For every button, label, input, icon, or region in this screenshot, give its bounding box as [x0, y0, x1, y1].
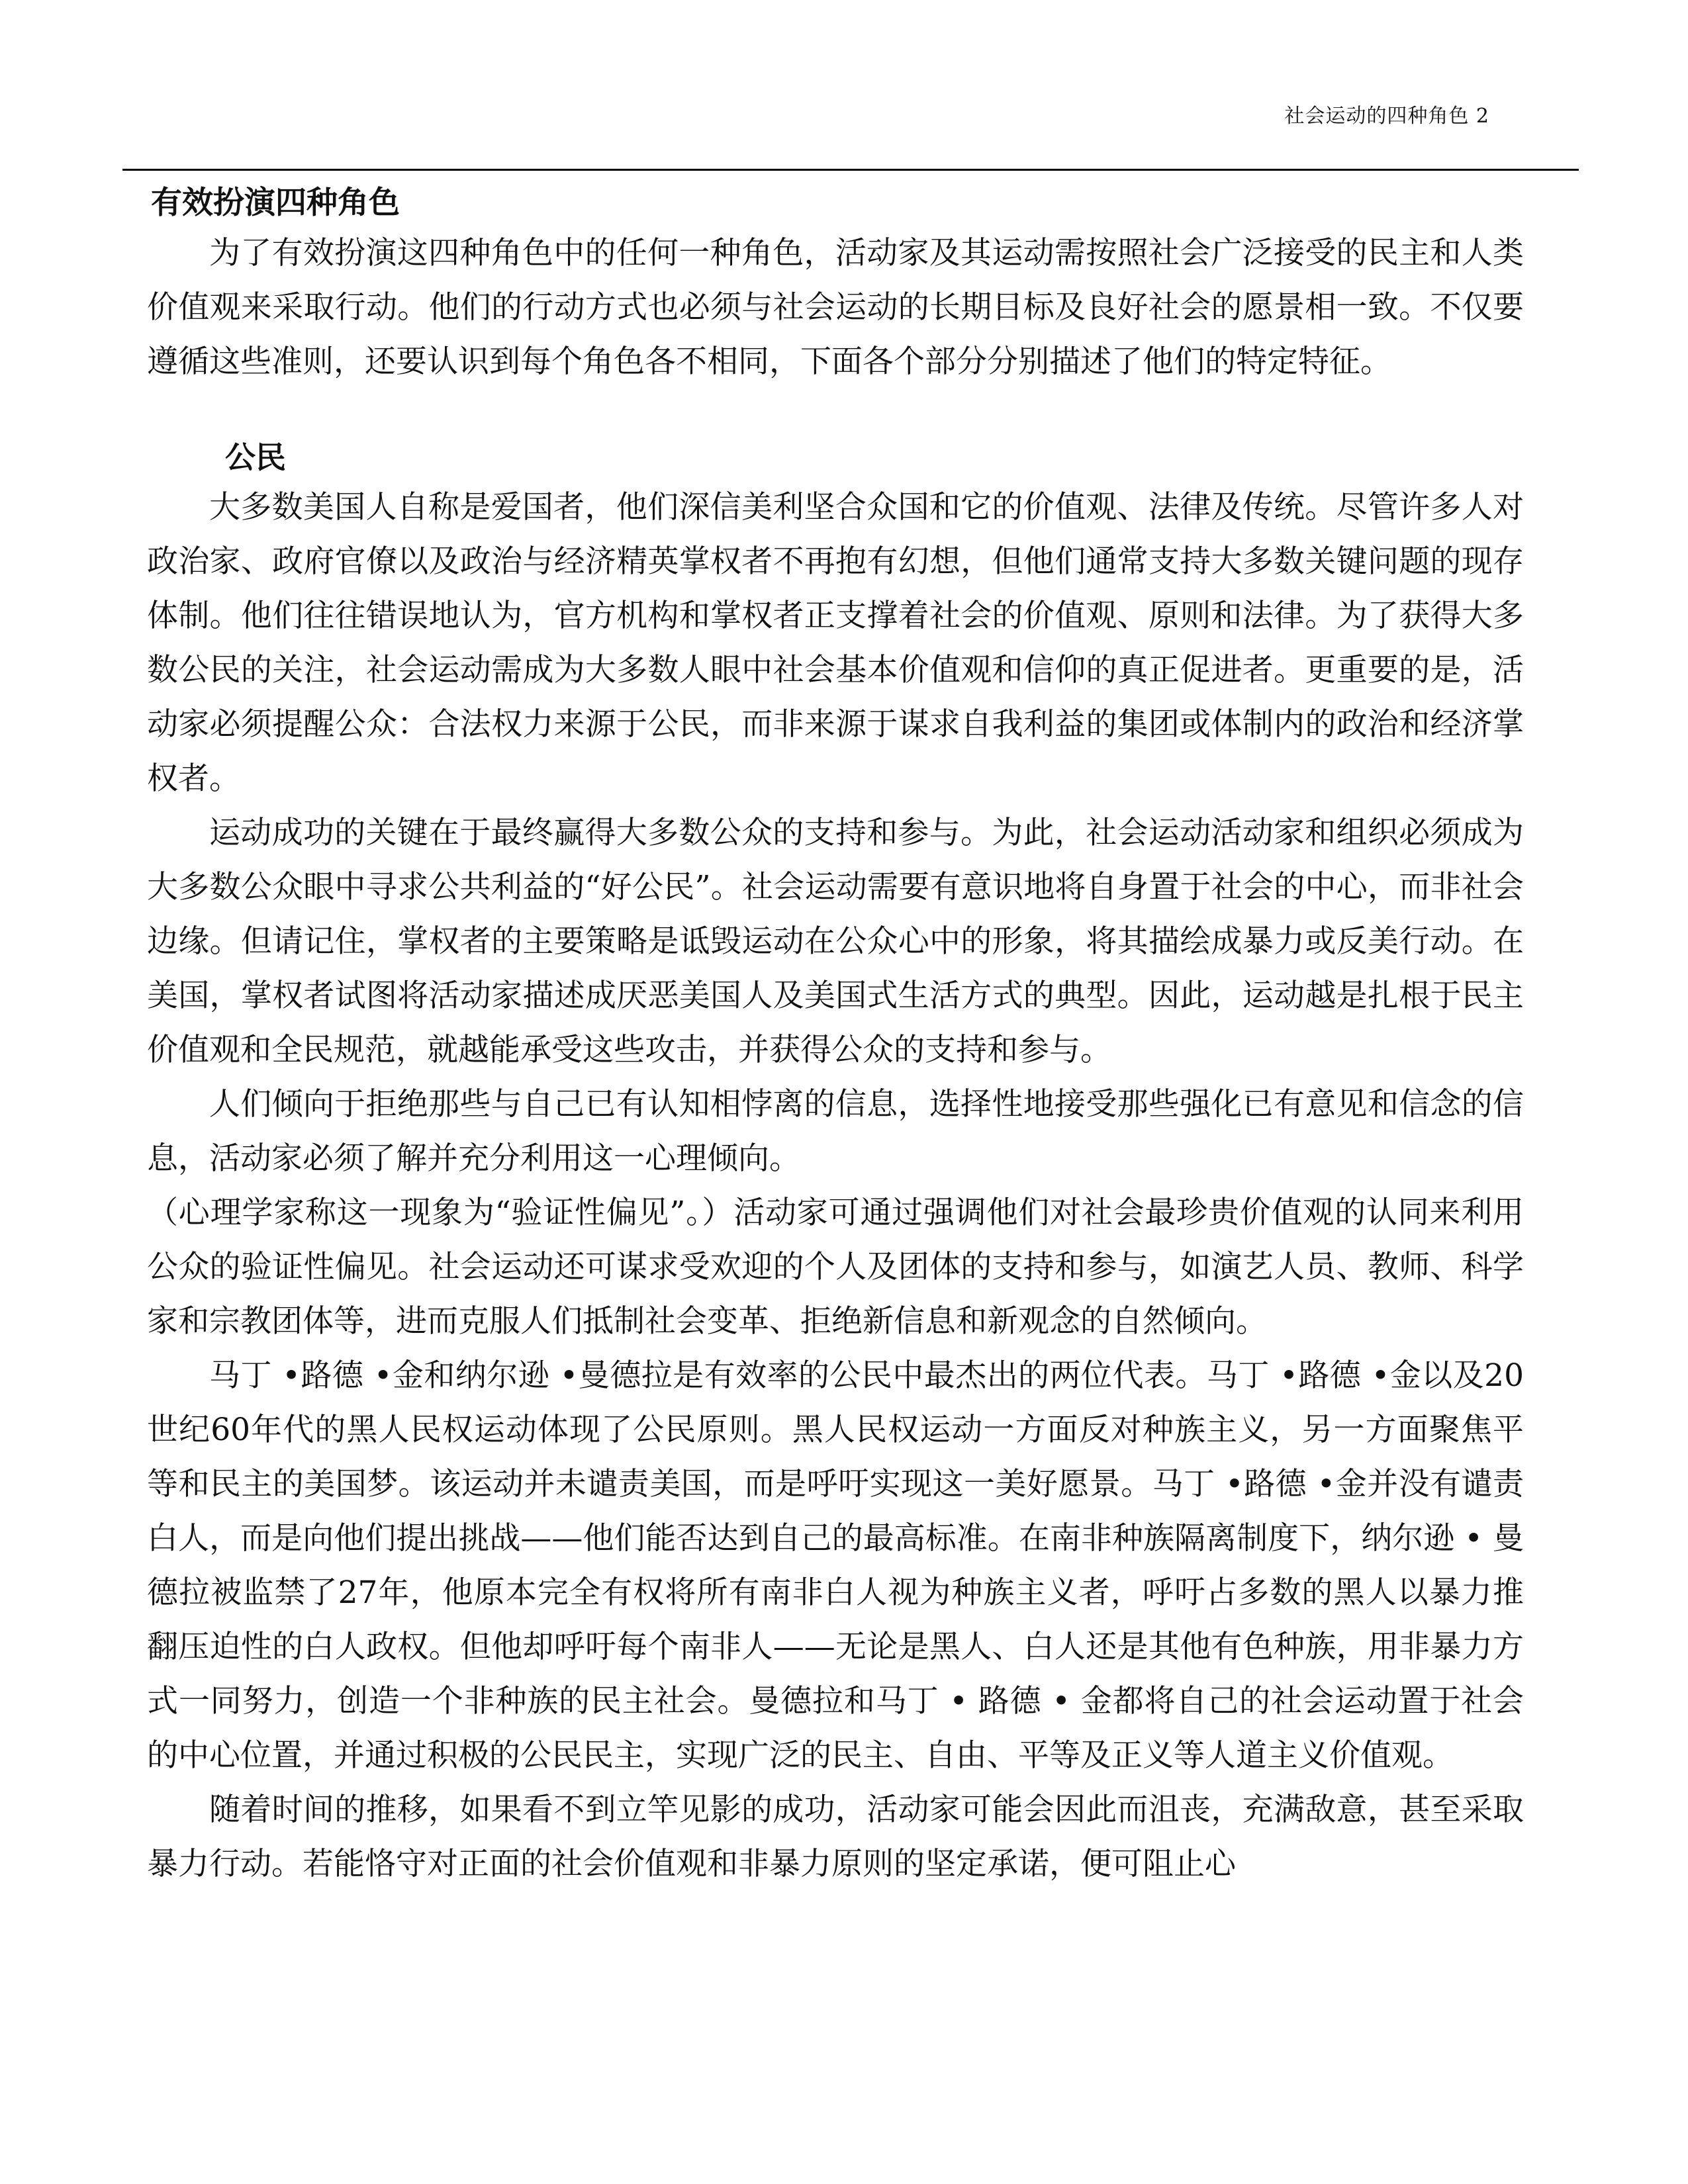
body-paragraph: （心理学家称这一现象为“验证性偏见”。）活动家可通过强调他们对社会最珍贵价值观的认同来利用公众的验证性偏见。社会运动还可谋求受欢迎的个人及团体的支持和参与，如演艺人员、教师、科学家和宗教团体等，进而克服人们抵制社会变革、拒绝新信息和新观念的自然倾向。: [147, 1195, 1524, 1340]
header-rule: [122, 169, 1579, 171]
body-paragraph: 运动成功的关键在于最终赢得大多数公众的支持和参与。为此，社会运动活动家和组织必须成为大多数公众眼中寻求公共利益的“好公民”。社会运动需要有意识地将自身置于社会的中心，而非社会边缘。但请记住，掌权者的主要策略是诋毁运动在公众心中的形象，将其描绘成暴力或反美行动。在美国，掌权者试图将活动家描述成厌恶美国人及美国式生活方式的典型。因此，运动越是扎根于民主价值观和全民规范，就越能承受这些攻击，并获得公众的支持和参与。: [147, 815, 1524, 1068]
body-paragraph: 大多数美国人自称是爱国者，他们深信美利坚合众国和它的价值观、法律及传统。尽管许多人对政治家、政府官僚以及政治与经济精英掌权者不再抱有幻想，但他们通常支持大多数关键问题的现存体制。他们往往错误地认为，官方机构和掌权者正支撑着社会的价值观、原则和法律。为了获得大多数公民的关注，社会运动需成为大多数人眼中社会基本价值观和信仰的真正促进者。更重要的是，活动家必须提醒公众：合法权力来源于公民，而非来源于谋求自我利益的集团或体制内的政治和经济掌权者。: [147, 489, 1524, 797]
body-paragraph: 马丁 •路德 •金和纳尔逊 •曼德拉是有效率的公民中最杰出的两位代表。马丁 •路德 •金以及20世纪60年代的黑人民权运动体现了公民原则。黑人民权运动一方面反对种族主义，另一方面聚焦平等和民主的美国梦。该运动并未谴责美国，而是呼吁实现这一美好愿景。马丁 •路德 •金并没有谴责白人，而是向他们提出挑战——他们能否达到自己的最高标准。在南非种族隔离制度下，纳尔逊 • 曼德拉被监禁了27年，他原本完全有权将所有南非白人视为种族主义者，呼吁占多数的黑人以暴力推翻压迫性的白人政权。但他却呼吁每个南非人——无论是黑人、白人还是其他有色种族，用非暴力方式一同努力，创造一个非种族的民主社会。曼德拉和马丁 • 路德 • 金都将自己的社会运动置于社会的中心位置，并通过积极的公民民主，实现广泛的民主、自由、平等及正义等人道主义价值观。: [147, 1357, 1524, 1774]
page-body: [147, 180, 1524, 1891]
running-header: 社会运动的四种角色 2: [1284, 105, 1489, 128]
body-paragraph: 随着时间的推移，如果看不到立竿见影的成功，活动家可能会因此而沮丧，充满敌意，甚至采取暴力行动。若能恪守对正面的社会价值观和非暴力原则的坚定承诺，便可阻止心: [147, 1792, 1524, 1882]
intro-paragraph: 为了有效扮演这四种角色中的任何一种角色，活动家及其运动需按照社会广泛接受的民主和人类价值观来采取行动。他们的行动方式也必须与社会运动的长期目标及良好社会的愿景相一致。不仅要遵循这些准则，还要认识到每个角色各不相同，下面各个部分分别描述了他们的特定特征。: [147, 235, 1524, 380]
section-heading: 有效扮演四种角色: [151, 185, 400, 221]
body-paragraph: 人们倾向于拒绝那些与自己已有认知相悖离的信息，选择性地接受那些强化已有意见和信念的信息，活动家必须了解并充分利用这一心理倾向。: [147, 1086, 1524, 1177]
subsection-heading: 公民: [225, 439, 286, 475]
